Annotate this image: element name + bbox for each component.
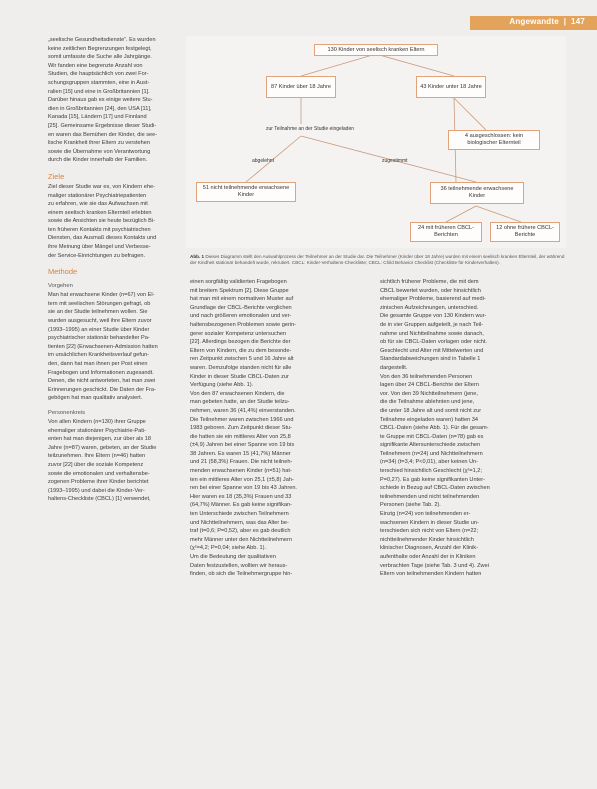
page-number: 147 [571,17,585,26]
text-line: traf (t=0,6; P=0,52), aber es gab deutlich [190,528,291,535]
text-line: Die Teilnehmer waren zwischen 1966 und [190,416,294,423]
text-line: terschieden sich nicht von Eltern (n=22; [380,528,479,535]
text-line: sowie die Ansichten sie heute bezüglich Bi- [48,218,155,225]
text-line: nahme und Nichtteilnahme sowie danach, [380,330,484,337]
text-line: lische Krankheit ihrer Eltern zu verstehen [48,140,150,147]
text-line: zuvor [22] über die soziale Kompetenz [48,461,144,468]
text-line: Einzig (n=24) von teilnehmenden er- [380,511,471,518]
vorgehen-paragraph [48,291,170,403]
text-line: klinischer Diagnosen, Anzahl der Klinik- [380,545,478,552]
text-line: mehr Männer unter den Nichtteilnehmern [190,536,292,543]
text-line: Von den 36 teilnehmenden Personen [380,373,473,380]
flow-diagram [186,36,566,248]
text-line: die die Teilnahme ablehnten und jene, [380,399,475,406]
text-line: CBCL-Daten (siehe Abb. 1). Für die gesam- [380,425,489,432]
text-line: schiede in Bezug auf CBCL-Daten zwischen [380,485,490,492]
ziele-paragraph [48,183,170,260]
text-line: hat man mit einem normativen Muster auf [190,296,294,303]
text-line: der Service-Einrichtungen zu befragen. [48,252,146,259]
text-line: sichtlich früherer Probleme, die mit dem [380,279,479,285]
text-line: sowie die emotionalen und verhaltensbe- [48,470,150,477]
section-heading-ziele: Ziele [48,171,65,181]
text-line: mit breitem Spektrum [2]. Diese Gruppe [190,287,289,294]
text-line: nehmen, waren 36 (41,4%) einverstanden. [190,407,296,414]
text-line: ren bei einer Spanne von 19 bis 43 Jahren. [190,485,297,492]
text-line: [22]. Allerdings bezogen die Berichte der [190,339,291,346]
text-line: Teilnehmern (n=24) und Nichtteilnehmern [380,450,483,457]
text-line: menden erwachsenen Kinder (n=51) hat- [190,468,292,475]
connector [454,98,486,130]
text-line: Fragebogen und Informationen zugesandt. [48,369,154,376]
box-participants: 36 teilnehmende erwachsene Kinder [430,182,524,204]
text-line: Wir fanden eine begrenzte Anzahl von [48,62,143,69]
text-line: die hatten sie ein mittleres Alter von 25,8 [190,433,291,440]
text-line: Von den 87 erwachsenen Kindern, die [190,390,285,397]
column-left [48,36,170,504]
text-line: tienten [22] (Erwachsenen-Admission hatten [48,343,158,350]
text-line: (1993–1995) an einer Studie über Kinder [48,326,150,333]
text-line: Denen, die nicht antworteten, hat man zwei [48,378,156,385]
text-line: Um die Bedeutung der qualitativen [190,554,276,560]
text-line: ten Unterschiede zwischen Teilnehmern [190,511,289,518]
box-with-cbcl: 24 mit früheren CBCL-Berichten [410,222,482,242]
text-line: ren Zeitpunkt zwischen 5 und 16 Jahre alt [190,356,294,363]
personenkreis-paragraph [48,418,170,504]
text-line: Verfügung (siehe Abb. 1). [190,382,254,389]
box-over-18: 87 Kinder über 18 Jahre [266,76,336,98]
caption-text: Dieses Diagramm stellt den Auswahlprozess der Teilnehmer an der Studie dar. Die Teilnehmer (Kinder über 18 Jahre) wurden mit einem seelisch kranken Elternteil, der während der Kindheit stationär behandelt wurde, rekrutiert. CBCL: Kinder-Verhaltens-Checkliste; CBCL: Child Behavior Checklist (Checkliste für Kinderverhalten). [190,254,565,265]
text-line: haltens-Checkliste (CBCL) [1] verwendet, [48,496,151,503]
text-line: Jahre (n=87) waren, gebeten, an der Studie [48,444,157,451]
text-line: einen sorgfältig validierten Fragebogen [190,279,287,285]
text-line: vor. Von den 39 Nichtteilnehmern (jene, [380,390,478,397]
text-line: sie an der Studie teilnehmen wollen. Sie [48,309,148,316]
running-header: Angewandte | 147 [509,17,585,26]
text-line: Erinnerungen geschickt. Die Daten der Fra- [48,386,156,393]
connector [376,54,454,76]
text-line: de in vier Gruppen aufgeteilt, je nach Teil- [380,321,484,328]
text-line: teilzunehmen. Ihre Eltern (n=46) hatten [48,453,146,460]
text-line: man gebeten hatte, an der Studie teilzu- [190,399,290,406]
text-line: Personen (siehe Tab. 2). [380,502,441,509]
text-line: (χ²=4,2; P=0,04; siehe Abb. 1). [190,545,267,552]
text-line: „seelische Gesundheitsdienste“. Es wurden [48,37,156,43]
text-line: Eltern von Kindern, die zu dem besonde- [190,347,292,354]
text-line: Geschlecht und Alter mit Mittelwerten und [380,347,484,354]
text-line: en waren das Bemühen der Kinder, die see- [48,131,158,138]
text-line: wurden ausgesucht, weil ihre Eltern zuvor [48,318,152,325]
connector [446,206,476,222]
text-line: Studien, die hauptsächlich von zwei For- [48,71,149,78]
text-line: maliger stationärer Psychiatriepatienten [48,192,147,199]
text-line: zogenen Probleme ihrer Kinder berichtet [48,479,149,486]
text-line: Von allen Kindern (n=130) ihrer Gruppe [48,418,146,425]
connector [301,54,376,76]
text-line: Die gesamte Gruppe von 130 Kindern wur- [380,313,487,320]
text-line: (64,7%) Männer. Es gab keine signifikan- [190,502,292,509]
text-line: ralien [15] und eine in Großbritannien [1]. [48,88,150,95]
text-line: Diensten, das Ausmaß dieses Kontakts und [48,235,157,242]
text-line: zu erfahren, wie sie das Aufwachsen mit [48,201,148,208]
text-line: enten hat man diejenigen, zur über als 18 [48,436,151,443]
box-total-children: 130 Kinder von seelisch kranken Eltern [314,44,438,56]
text-line: den, dann hat man ihnen per Post einen [48,361,148,367]
text-line: Kinder in dieser Studie CBCL-Daten zur [190,373,289,380]
text-line: einem seelisch kranken Elternteil erlebten [48,209,152,216]
text-line: somit umfasste die Suche alle Jahrgänge. [48,54,152,61]
text-line: ehemaliger Probleme, basierend auf medi- [380,296,486,303]
text-line: wachsenen Kindern in dieser Studie un- [380,519,479,526]
text-line: sowie die Übernahme von Verantwortung [48,148,151,155]
box-excluded: 4 ausgeschlossen: kein biologischer Elternteil [448,130,540,150]
text-line: nichtteilnehmender Kinder hinsichtlich [380,536,474,543]
text-line: aufenthalte oder Anzahl der in Kliniken [380,554,476,560]
label-declined: abgelehnt [252,158,274,164]
text-line: waren. Demzufolge standen nicht für alle [190,364,292,371]
text-line: und nach größeren emotionalen und ver- [190,313,292,320]
text-line: haltensbezogenen Problemen sowie gerin- [190,321,297,328]
text-line: dargestellt. [380,364,408,371]
text-line: Grundlage der CBCL-Berichte verglichen [190,304,292,311]
subsection-heading-personenkreis: Personenkreis [48,409,86,416]
text-line: im ursächlichen Krankheitsverlauf gefun- [48,352,150,359]
text-line: Darüber hinaus gab es einige weitere Stu- [48,97,153,104]
subsection-heading-vorgehen: Vorgehen [48,283,73,290]
text-line: Ziel dieser Studie war es, von Kindern ehe- [48,183,155,190]
text-line: Daten festzustellen, wollten wir heraus- [190,562,288,569]
text-line: und 21 (58,3%) Frauen. Die nicht teilneh- [190,459,293,466]
text-line: ten ein mittleres Alter von 25,1 (±5,8) Jah- [190,476,294,483]
text-line: (n=34) (t=3,4; P<0,01), aber keinen Un- [380,459,479,466]
text-line: dien in Großbritannien [24], den USA [11], [48,105,152,112]
text-line: Standardabweichungen sind in Tabelle 1 [380,356,481,363]
section-heading-methode: Methode [48,267,78,277]
text-line: Man hat erwachsene Kinder (n=67) von El- [48,292,155,299]
text-line: 38 Jahren. Es waren 15 (41,7%) Männer [190,450,291,457]
text-line: die unter 18 Jahre alt und somit nicht zur [380,407,482,414]
text-line: Teilnahme eingeladen waren) hatten 34 [380,416,478,423]
text-line: lagen über 24 CBCL-Berichte der Eltern [380,382,479,389]
column-middle [190,278,373,579]
text-line: P=0,27). Es gab keine signifikanten Unter- [380,476,485,483]
text-line: [25]. Gemeinsame Ergebnisse dieser Studi- [48,122,157,129]
text-line: CBCL bewertet wurden, oder hinsichtlich [380,287,481,294]
text-line: psychiatrischer stationär behandelter Pa- [48,335,150,342]
box-without-cbcl: 12 ohne frühere CBCL-Berichte [490,222,560,242]
text-line: ten früheren Kontakts mit psychiatrischen [48,226,151,233]
label-agreed: zugestimmt [382,158,408,164]
text-line: te Gruppe mit CBCL-Daten (n=78) gab es [380,433,484,440]
text-line: (1993–1995) und dabei die Kinder-Ver- [48,487,145,494]
text-line: (±4,9) Jahren bei einer Spanne von 19 bis [190,442,295,449]
header-title: Angewandte [509,17,559,26]
box-non-participants: 51 nicht teilnehmende erwachsene Kinder [196,182,296,202]
text-line: verbrachten Tage (siehe Tab. 3 und 4). Zwei [380,562,489,569]
text-line: keine zeitlichen Begrenzungen festgelegt, [48,45,152,52]
caption-label: Abb. 1 [190,254,205,259]
text-line: Hier waren es 18 (35,3%) Frauen und 33 [190,493,292,500]
text-line: gebögen hat man qualitativ analysiert. [48,395,143,402]
box-under-18: 43 Kinder unter 18 Jahre [416,76,486,98]
text-line: terschied hinsichtlich Geschlecht (χ²=1,2; [380,468,482,475]
intro-paragraph [48,36,170,165]
text-line: durch die Kinder innerhalb der Familien. [48,157,148,164]
text-line: finden, ob sich die Teilnehmergruppe hin- [190,571,293,578]
text-line: teilnehmenden und nicht teilnehmenden [380,493,480,500]
connector [476,206,521,222]
column-right [380,278,565,579]
text-line: tern mit seelischen Störungen gefragt, ob [48,300,151,307]
text-line: 1983 geboren. Zum Zeitpunkt dieser Stu- [190,425,292,432]
text-line: Eltern von teilnehmenden Kindern hatten [380,571,482,578]
text-line: ob für sie CBCL-Daten vorlagen oder nicht. [380,339,487,346]
text-line: und Nichtteilnehmern, was das Alter be- [190,519,289,526]
text-line: gerer sozialer Kompetenz untersuchen [190,330,287,337]
text-line: signifikante Altersunterschiede zwischen [380,442,481,449]
text-line: ihre Meinung über Mängel und Verbesse- [48,244,151,251]
figure-caption [190,254,566,266]
text-line: ehemaliger stationärer Psychiatrie-Pati- [48,427,146,434]
label-invited: zur Teilnahme an der Studie eingeladen [266,126,355,132]
text-line: schungsgruppen stammten, eine in Aust- [48,79,150,86]
text-line: zinischen Aufzeichnungen, unterschied. [380,304,479,311]
text-line: Kanada [15], Ländern [17] und Finnland [48,114,147,121]
